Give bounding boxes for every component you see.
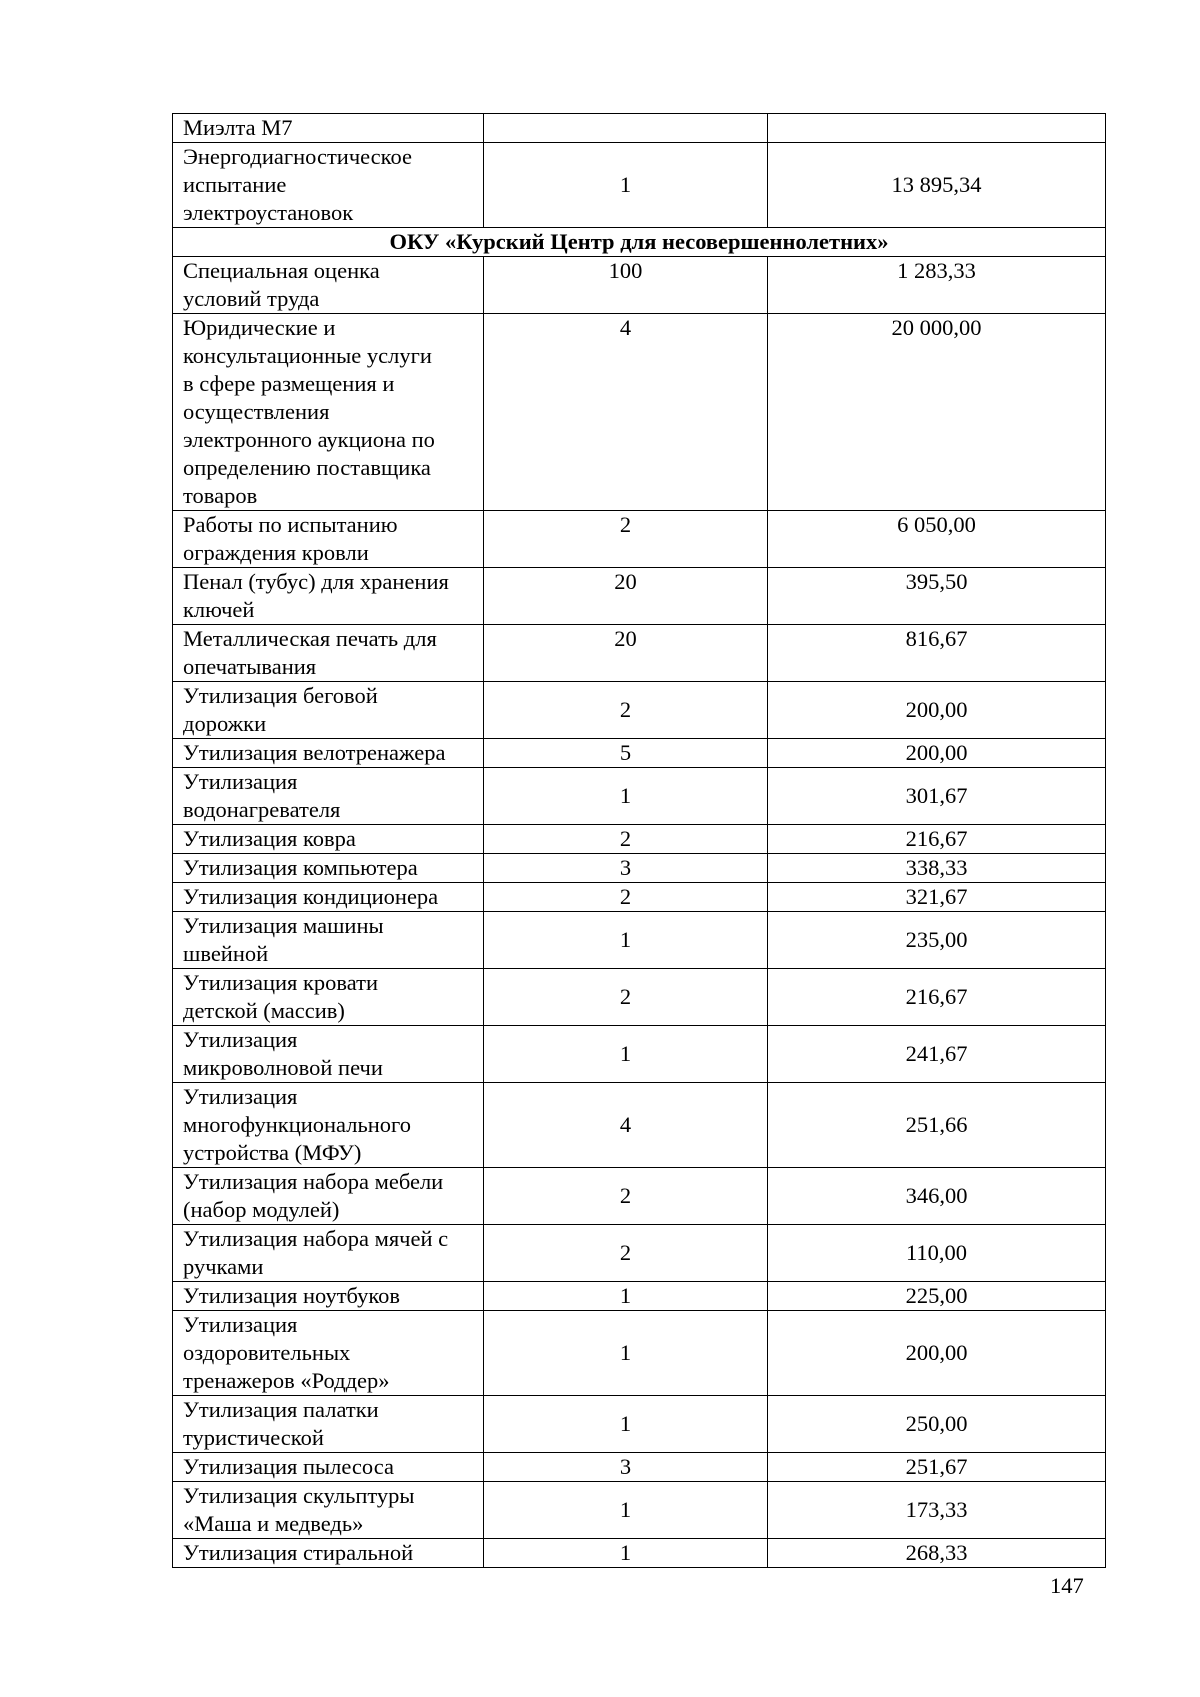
price-cell <box>768 114 1106 143</box>
table-row <box>173 1482 1106 1539</box>
price-cell: 20 000,00 <box>768 314 1106 511</box>
price-cell: 241,67 <box>768 1026 1106 1083</box>
quantity-cell: 1 <box>484 1396 768 1453</box>
quantity-cell: 1 <box>484 143 768 228</box>
quantity-cell: 2 <box>484 969 768 1026</box>
quantity-cell: 20 <box>484 568 768 625</box>
price-cell: 173,33 <box>768 1482 1106 1539</box>
item-name-cell: Утилизация микроволновой печи <box>173 1026 484 1083</box>
price-cell: 200,00 <box>768 1311 1106 1396</box>
item-name-cell: Специальная оценка условий труда <box>173 257 484 314</box>
table-row <box>173 739 1106 768</box>
item-name-cell: Утилизация машины швейной <box>173 912 484 969</box>
price-cell: 13 895,34 <box>768 143 1106 228</box>
quantity-cell: 2 <box>484 825 768 854</box>
quantity-cell <box>484 114 768 143</box>
quantity-cell: 3 <box>484 854 768 883</box>
price-cell: 268,33 <box>768 1539 1106 1568</box>
quantity-cell: 1 <box>484 912 768 969</box>
price-cell: 301,67 <box>768 768 1106 825</box>
table-row <box>173 568 1106 625</box>
item-name-cell: Утилизация беговой дорожки <box>173 682 484 739</box>
price-cell: 321,67 <box>768 883 1106 912</box>
table-body <box>173 114 1106 1568</box>
table-row <box>173 1311 1106 1396</box>
quantity-cell: 2 <box>484 883 768 912</box>
item-name-cell: Утилизация набора мячей с ручками <box>173 1225 484 1282</box>
item-name-cell: Энергодиагностическое испытание электроустановок <box>173 143 484 228</box>
quantity-cell: 3 <box>484 1453 768 1482</box>
quantity-cell: 2 <box>484 1168 768 1225</box>
item-name-cell: Утилизация многофункционального устройства (МФУ) <box>173 1083 484 1168</box>
table-row <box>173 1282 1106 1311</box>
quantity-cell: 4 <box>484 314 768 511</box>
quantity-cell: 2 <box>484 682 768 739</box>
item-name-cell: Утилизация велотренажера <box>173 739 484 768</box>
quantity-cell: 1 <box>484 1282 768 1311</box>
price-cell: 1 283,33 <box>768 257 1106 314</box>
table-row <box>173 854 1106 883</box>
item-name-cell: Утилизация скульптуры «Маша и медведь» <box>173 1482 484 1539</box>
table-row <box>173 912 1106 969</box>
price-cell: 200,00 <box>768 739 1106 768</box>
price-cell: 235,00 <box>768 912 1106 969</box>
item-name-cell: Утилизация оздоровительных тренажеров «Роддер» <box>173 1311 484 1396</box>
price-cell: 816,67 <box>768 625 1106 682</box>
table-row <box>173 314 1106 511</box>
item-name-cell: Пенал (тубус) для хранения ключей <box>173 568 484 625</box>
quantity-cell: 1 <box>484 768 768 825</box>
quantity-cell: 1 <box>484 1539 768 1568</box>
table-row <box>173 1168 1106 1225</box>
section-title: ОКУ «Курский Центр для несовершеннолетних» <box>173 228 1106 257</box>
price-cell: 225,00 <box>768 1282 1106 1311</box>
table-row <box>173 625 1106 682</box>
item-name-cell: Работы по испытанию ограждения кровли <box>173 511 484 568</box>
item-name-cell: Утилизация палатки туристической <box>173 1396 484 1453</box>
table-row <box>173 969 1106 1026</box>
table-row <box>173 1083 1106 1168</box>
page-number: 147 <box>1050 1573 1084 1598</box>
price-cell: 250,00 <box>768 1396 1106 1453</box>
price-cell: 251,66 <box>768 1083 1106 1168</box>
price-cell: 251,67 <box>768 1453 1106 1482</box>
item-name-cell: Металлическая печать для опечатывания <box>173 625 484 682</box>
goods-services-table <box>172 113 1106 1568</box>
price-cell: 200,00 <box>768 682 1106 739</box>
table-row <box>173 257 1106 314</box>
quantity-cell: 5 <box>484 739 768 768</box>
quantity-cell: 2 <box>484 1225 768 1282</box>
quantity-cell: 1 <box>484 1026 768 1083</box>
item-name-cell: Утилизация ковра <box>173 825 484 854</box>
price-cell: 338,33 <box>768 854 1106 883</box>
table-row <box>173 768 1106 825</box>
price-cell: 110,00 <box>768 1225 1106 1282</box>
price-cell: 346,00 <box>768 1168 1106 1225</box>
table-row <box>173 1453 1106 1482</box>
table-row <box>173 883 1106 912</box>
item-name-cell: Утилизация стиральной <box>173 1539 484 1568</box>
item-name-cell: Утилизация компьютера <box>173 854 484 883</box>
price-cell: 216,67 <box>768 825 1106 854</box>
item-name-cell: Миэлта М7 <box>173 114 484 143</box>
item-name-cell: Утилизация водонагревателя <box>173 768 484 825</box>
quantity-cell: 100 <box>484 257 768 314</box>
table-row <box>173 825 1106 854</box>
item-name-cell: Утилизация ноутбуков <box>173 1282 484 1311</box>
item-name-cell: Утилизация кондиционера <box>173 883 484 912</box>
price-cell: 216,67 <box>768 969 1106 1026</box>
price-cell: 6 050,00 <box>768 511 1106 568</box>
table-row <box>173 1396 1106 1453</box>
table-row <box>173 114 1106 143</box>
table-row <box>173 511 1106 568</box>
item-name-cell: Утилизация пылесоса <box>173 1453 484 1482</box>
section-header-row <box>173 228 1106 257</box>
table-row <box>173 1539 1106 1568</box>
table-row <box>173 682 1106 739</box>
quantity-cell: 4 <box>484 1083 768 1168</box>
table-row <box>173 1026 1106 1083</box>
quantity-cell: 2 <box>484 511 768 568</box>
quantity-cell: 1 <box>484 1482 768 1539</box>
quantity-cell: 20 <box>484 625 768 682</box>
quantity-cell: 1 <box>484 1311 768 1396</box>
item-name-cell: Утилизация кровати детской (массив) <box>173 969 484 1026</box>
item-name-cell: Юридические и консультационные услуги в сфере размещения и осуществления электронного аукциона по определению поставщика товаров <box>173 314 484 511</box>
table-row <box>173 1225 1106 1282</box>
item-name-cell: Утилизация набора мебели (набор модулей) <box>173 1168 484 1225</box>
table-row <box>173 143 1106 228</box>
price-cell: 395,50 <box>768 568 1106 625</box>
